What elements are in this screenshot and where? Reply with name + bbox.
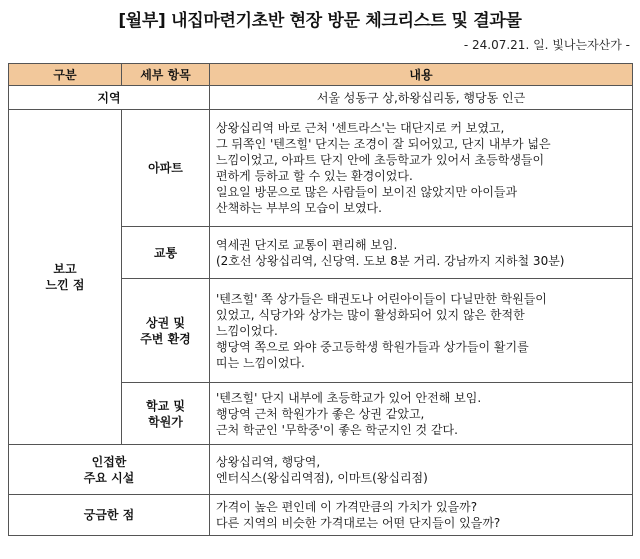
text-line: 그 뒤쪽인 '텐즈힐' 단지는 조경이 잘 되어있고, 단지 내부가 넓은 (216, 137, 551, 151)
school-content (210, 383, 633, 445)
text-line: 느낌이었다. (216, 323, 278, 338)
transport-content (210, 227, 633, 279)
text-line: '텐즈힐' 쪽 상가들은 태권도나 어린아이들이 다닐만한 학원들이 (216, 291, 547, 306)
impressions-label (9, 110, 122, 445)
commerce-content (210, 279, 633, 383)
text-line: 일요일 방문으로 많은 사람들이 보이진 않았지만 아이들과 (216, 185, 518, 199)
impressions-label-line2: 느낀 점 (45, 278, 85, 292)
apartment-label: 아파트 (122, 110, 210, 227)
text-line: 상왕십리역, 행당역, (216, 454, 321, 469)
questions-content (210, 495, 633, 536)
header-content: 내용 (210, 64, 633, 86)
text-line: 있었고, 식당가와 상가는 많이 활성화되어 있지 않은 한적한 (216, 307, 525, 322)
location-row (9, 86, 633, 110)
page-subtitle: - 24.07.21. 일. 빛나는자산가 - (463, 38, 630, 52)
commerce-label (122, 279, 210, 383)
text-line: 상왕십리역 바로 근처 '센트라스'는 대단지로 커 보였고, (216, 121, 505, 135)
text-line: 근처 학군인 '무학중'이 좋은 학군지인 것 같다. (216, 422, 458, 437)
location-label: 지역 (9, 86, 210, 110)
facilities-row (9, 445, 633, 495)
impressions-label-line1: 보고 (53, 262, 77, 276)
questions-row (9, 495, 633, 536)
text-line: 역세권 단지로 교통이 편리해 보임. (216, 237, 398, 252)
header-category: 구분 (9, 64, 122, 86)
text-line: 편하게 등하교 할 수 있는 환경이었다. (216, 169, 413, 183)
text-line: 산책하는 부부의 모습이 보였다. (216, 201, 382, 215)
facilities-label-line1: 인접한 (91, 454, 127, 469)
facilities-label-line2: 주요 시설 (83, 470, 135, 485)
text-line: '텐즈힐' 단지 내부에 초등학교가 있어 안전해 보임. (216, 390, 482, 405)
text-line: 느낌이었고, 아파트 단지 안에 초등학교가 있어서 초등학생들이 (216, 153, 545, 167)
text-line: (2호선 상왕십리역, 신당역. 도보 8분 거리. 강남까지 지하철 30분) (216, 253, 565, 268)
text-line: 가격이 높은 편인데 이 가격만큼의 가치가 있을까? (216, 500, 478, 514)
page-title: [월부] 내집마련기초반 현장 방문 체크리스트 및 결과물 (118, 11, 522, 31)
school-label-line1: 학교 및 (146, 398, 185, 413)
commerce-label-line2: 주변 환경 (140, 331, 191, 346)
apartment-content (210, 110, 633, 227)
school-label-line2: 학원가 (148, 414, 183, 429)
questions-label: 궁금한 점 (9, 495, 210, 536)
header-row (9, 64, 633, 86)
commerce-label-line1: 상권 및 (146, 315, 185, 330)
header-detail: 세부 항목 (122, 64, 210, 86)
checklist-table (8, 63, 633, 536)
facilities-label (9, 445, 210, 495)
text-line: 띠는 느낌이었다. (216, 355, 305, 370)
text-line: 다른 지역의 비슷한 가격대로는 어떤 단지들이 있을까? (216, 516, 501, 530)
facilities-content (210, 445, 633, 495)
transport-label: 교통 (122, 227, 210, 279)
text-line: 행당역 쪽으로 와야 중고등학생 학원가들과 상가들이 활기를 (216, 339, 529, 354)
text-line: 행당역 근처 학원가가 좋은 상권 같았고, (216, 406, 425, 421)
school-label (122, 383, 210, 445)
text-line: 엔터식스(왕십리역점), 이마트(왕십리점) (216, 470, 428, 485)
location-value: 서울 성동구 상,하왕십리동, 행당동 인근 (210, 86, 633, 110)
apartment-row (9, 110, 633, 227)
